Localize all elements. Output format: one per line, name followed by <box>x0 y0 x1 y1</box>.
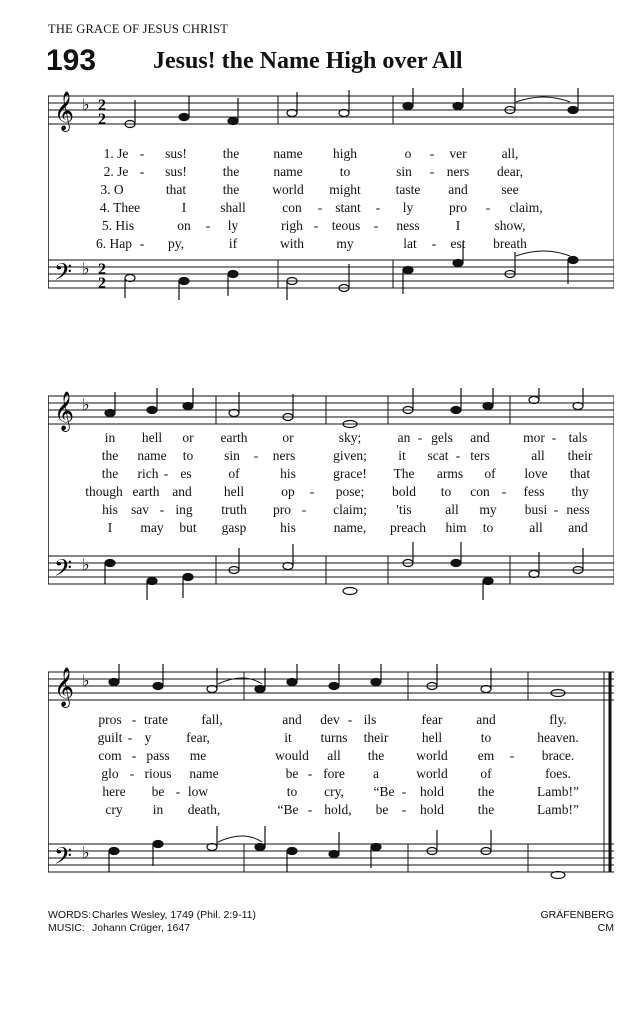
syllable: given; <box>333 448 367 463</box>
syllable: py, <box>168 236 184 251</box>
syllable: pros <box>98 712 122 727</box>
syllable: preach <box>390 520 426 535</box>
tune-info <box>540 909 614 935</box>
syllable: “Be <box>373 784 395 799</box>
syllable: - <box>429 146 435 161</box>
syllable: an <box>397 430 411 445</box>
syllable: fly. <box>549 712 567 727</box>
syllable: - <box>551 430 557 445</box>
syllable: cry <box>105 802 123 817</box>
syllable: to <box>482 520 494 535</box>
lyric-line-verse-3 <box>48 748 614 764</box>
syllable: ly <box>402 200 414 215</box>
syllable: - <box>509 748 515 763</box>
syllable: sin <box>396 164 412 179</box>
syllable: or <box>182 430 194 445</box>
syllable: ners <box>272 448 296 463</box>
svg-text:♭: ♭ <box>82 395 90 414</box>
syllable: sus! <box>165 146 187 161</box>
syllable: lat <box>403 236 417 251</box>
syllable: - <box>417 430 423 445</box>
syllable: the <box>477 784 495 799</box>
syllable: name, <box>333 520 367 535</box>
syllable: stant <box>335 200 361 215</box>
words-credit <box>48 909 256 922</box>
syllable: foes. <box>545 766 571 781</box>
syllable: rious <box>144 766 172 781</box>
syllable: world <box>416 766 448 781</box>
syllable: es <box>180 466 192 481</box>
syllable: 3. O <box>100 182 124 197</box>
syllable: pose; <box>335 484 365 499</box>
syllable: of <box>484 466 496 481</box>
syllable: ness <box>396 218 420 233</box>
syllable: thy <box>571 484 589 499</box>
music-system-1 <box>48 88 614 308</box>
syllable: his <box>102 502 118 517</box>
syllable: name <box>273 164 303 179</box>
syllable: to <box>339 164 351 179</box>
syllable: ners <box>446 164 470 179</box>
lyric-line-verse-6 <box>48 520 614 536</box>
syllable: to <box>182 448 194 463</box>
syllable: glo <box>101 766 119 781</box>
music-system-3 <box>48 664 614 884</box>
syllable: show, <box>494 218 526 233</box>
syllable: sav <box>131 502 149 517</box>
syllable: the <box>367 748 385 763</box>
syllable: - <box>307 802 313 817</box>
syllable: sin <box>224 448 240 463</box>
syllable: my <box>336 236 354 251</box>
syllable: but <box>179 520 197 535</box>
syllable: - <box>401 784 407 799</box>
syllable: in <box>104 430 116 445</box>
syllable: and <box>282 712 302 727</box>
syllable: dear, <box>496 164 524 179</box>
tune-name: GRÄFENBERG <box>540 909 614 921</box>
syllable: - <box>131 748 137 763</box>
syllable: though <box>85 484 123 499</box>
syllable: tals <box>568 430 588 445</box>
syllable: the <box>101 448 119 463</box>
syllable: high <box>332 146 358 161</box>
syllable: - <box>373 218 379 233</box>
lyric-line-verse-4 <box>48 200 614 216</box>
syllable: ly <box>227 218 239 233</box>
syllable: earth <box>132 484 160 499</box>
syllable: death, <box>187 802 221 817</box>
syllable: - <box>455 448 461 463</box>
svg-text:𝄞: 𝄞 <box>54 667 75 707</box>
lyric-line-verse-5 <box>48 784 614 800</box>
syllable: be <box>375 802 389 817</box>
syllable: low <box>187 784 209 799</box>
syllable: and <box>172 484 192 499</box>
svg-text:𝄞: 𝄞 <box>54 91 75 131</box>
svg-text:𝄢: 𝄢 <box>54 554 73 587</box>
syllable: ing <box>175 502 193 517</box>
syllable: - <box>139 164 145 179</box>
syllable: the <box>222 182 240 197</box>
syllable: me <box>189 748 207 763</box>
syllable: hold <box>419 784 445 799</box>
syllable: - <box>501 484 507 499</box>
lyric-line-verse-5 <box>48 218 614 234</box>
syllable: - <box>309 484 315 499</box>
syllable: - <box>253 448 259 463</box>
syllable: hold <box>419 802 445 817</box>
syllable: it <box>398 448 406 463</box>
syllable: see <box>501 182 519 197</box>
syllable: I <box>107 520 113 535</box>
lyric-line-verse-2 <box>48 448 614 464</box>
syllable: sus! <box>165 164 187 179</box>
syllable: here <box>102 784 126 799</box>
lyric-line-verse-3 <box>48 466 614 482</box>
syllable: all, <box>501 146 519 161</box>
lyric-line-verse-1 <box>48 430 614 446</box>
syllable: 5. His <box>101 218 135 233</box>
lyric-line-verse-3 <box>48 182 614 198</box>
syllable: righ <box>281 218 303 233</box>
words-label: WORDS: <box>48 909 92 921</box>
svg-text:2: 2 <box>98 275 106 292</box>
syllable: gasp <box>221 520 247 535</box>
svg-text:♭: ♭ <box>82 671 90 690</box>
syllable: brace. <box>541 748 575 763</box>
syllable: 2. Je <box>103 164 129 179</box>
syllable: - <box>401 802 407 817</box>
syllable: “Be <box>277 802 299 817</box>
syllable: to <box>286 784 298 799</box>
syllable: their <box>363 730 389 745</box>
syllable: - <box>485 200 491 215</box>
lyric-line-verse-6 <box>48 236 614 252</box>
syllable: - <box>301 502 307 517</box>
syllable: my <box>479 502 497 517</box>
syllable: fess <box>523 484 545 499</box>
syllable: 1. Je <box>103 146 129 161</box>
syllable: Lamb!” <box>537 784 579 799</box>
lyric-line-verse-6 <box>48 802 614 818</box>
syllable: est <box>450 236 466 251</box>
syllable: em <box>477 748 495 763</box>
syllable: - <box>139 236 145 251</box>
lyric-line-verse-4 <box>48 484 614 500</box>
music-credit <box>48 922 256 935</box>
syllable: their <box>567 448 593 463</box>
syllable: heaven. <box>537 730 579 745</box>
syllable: or <box>282 430 294 445</box>
syllable: - <box>175 784 181 799</box>
syllable: be <box>151 784 165 799</box>
lyric-line-verse-5 <box>48 502 614 518</box>
hymn-title: Jesus! the Name High over All <box>153 48 463 74</box>
syllable: truth <box>221 502 247 517</box>
syllable: name <box>273 146 303 161</box>
syllable: pass <box>146 748 170 763</box>
syllable: sky; <box>338 430 362 445</box>
tune-meter: CM <box>597 922 614 934</box>
syllable: be <box>285 766 299 781</box>
music-label: MUSIC: <box>48 922 85 934</box>
syllable: world <box>272 182 304 197</box>
syllable: - <box>131 712 137 727</box>
syllable: scat <box>427 448 449 463</box>
syllable: - <box>129 766 135 781</box>
syllable: to <box>440 484 452 499</box>
svg-text:𝄢: 𝄢 <box>54 842 73 875</box>
syllable: I <box>181 200 187 215</box>
svg-text:𝄢: 𝄢 <box>54 258 73 291</box>
svg-text:2: 2 <box>98 261 106 278</box>
syllable: fear <box>421 712 443 727</box>
syllable: and <box>568 520 588 535</box>
syllable: mor <box>523 430 545 445</box>
music-composer: Johann Crüger, 1647 <box>92 922 191 934</box>
syllable: com <box>98 748 122 763</box>
syllable: dev <box>320 712 340 727</box>
syllable: the <box>222 164 240 179</box>
syllable: - <box>205 218 211 233</box>
syllable: the <box>101 466 119 481</box>
lyric-line-verse-1 <box>48 146 614 162</box>
section-title: THE GRACE OF JESUS CHRIST <box>48 22 229 36</box>
svg-text:𝄞: 𝄞 <box>54 391 75 431</box>
syllable: gels <box>431 430 453 445</box>
syllable: trate <box>144 712 168 727</box>
syllable: - <box>127 730 133 745</box>
syllable: all <box>531 448 545 463</box>
syllable: - <box>139 146 145 161</box>
syllable: in <box>152 802 164 817</box>
syllable: - <box>375 200 381 215</box>
syllable: bold <box>391 484 417 499</box>
syllable: hell <box>421 730 443 745</box>
syllable: breath <box>493 236 527 251</box>
syllable: ness <box>566 502 590 517</box>
svg-text:♭: ♭ <box>82 555 90 574</box>
svg-text:♭: ♭ <box>82 259 90 278</box>
syllable: y <box>144 730 152 745</box>
syllable: claim, <box>509 200 543 215</box>
syllable: with <box>279 236 305 251</box>
staff-notation-1 <box>48 88 614 308</box>
syllable: and <box>448 182 468 197</box>
svg-text:♭: ♭ <box>82 95 90 114</box>
syllable: arms <box>436 466 464 481</box>
syllable: - <box>429 164 435 179</box>
syllable: name <box>189 766 219 781</box>
syllable: 'tis <box>396 502 412 517</box>
lyric-line-verse-2 <box>48 730 614 746</box>
syllable: all <box>529 520 543 535</box>
syllable: on <box>177 218 191 233</box>
syllable: con <box>470 484 490 499</box>
syllable: all <box>327 748 341 763</box>
syllable: 6. Hap <box>96 236 132 251</box>
syllable: pro <box>273 502 291 517</box>
syllable: - <box>307 766 313 781</box>
syllable: him <box>445 520 467 535</box>
syllable: - <box>553 502 559 517</box>
syllable: ver <box>449 146 467 161</box>
syllable: pro <box>449 200 467 215</box>
syllable: turns <box>320 730 348 745</box>
syllable: ters <box>470 448 490 463</box>
syllable: might <box>329 182 361 197</box>
words-author: Charles Wesley, 1749 (Phil. 2:9-11) <box>92 909 256 921</box>
syllable: busi <box>524 502 548 517</box>
syllable: hell <box>141 430 163 445</box>
syllable: fore <box>323 766 345 781</box>
syllable: would <box>275 748 309 763</box>
syllable: - <box>317 200 323 215</box>
syllable: hell <box>223 484 245 499</box>
syllable: if <box>228 236 238 251</box>
syllable: a <box>373 766 379 781</box>
syllable: to <box>480 730 492 745</box>
syllable: shall <box>220 200 246 215</box>
syllable: op <box>281 484 295 499</box>
syllable: the <box>477 802 495 817</box>
syllable: and <box>470 430 490 445</box>
syllable: name <box>137 448 167 463</box>
svg-text:♭: ♭ <box>82 843 90 862</box>
syllable: taste <box>395 182 421 197</box>
syllable: con <box>282 200 302 215</box>
syllable: The <box>393 466 415 481</box>
syllable: his <box>280 520 296 535</box>
syllable: - <box>163 466 169 481</box>
syllable: guilt <box>97 730 123 745</box>
syllable: world <box>416 748 448 763</box>
syllable: and <box>476 712 496 727</box>
svg-text:2: 2 <box>98 97 106 114</box>
svg-text:2: 2 <box>98 111 106 128</box>
syllable: - <box>347 712 353 727</box>
syllable: teous <box>331 218 361 233</box>
syllable: love <box>524 466 548 481</box>
syllable: Lamb!” <box>537 802 579 817</box>
syllable: that <box>165 182 187 197</box>
lyric-line-verse-1 <box>48 712 614 728</box>
syllable: cry, <box>324 784 344 799</box>
syllable: - <box>159 502 165 517</box>
syllable: grace! <box>333 466 367 481</box>
syllable: claim; <box>333 502 367 517</box>
syllable: hold, <box>324 802 352 817</box>
lyric-line-verse-2 <box>48 164 614 180</box>
syllable: it <box>284 730 292 745</box>
syllable: of <box>480 766 492 781</box>
music-system-2 <box>48 388 614 608</box>
syllable: - <box>313 218 319 233</box>
syllable: the <box>222 146 240 161</box>
syllable: - <box>431 236 437 251</box>
syllable: that <box>569 466 591 481</box>
syllable: ils <box>363 712 377 727</box>
lyric-line-verse-4 <box>48 766 614 782</box>
syllable: fall, <box>201 712 223 727</box>
syllable: o <box>404 146 412 161</box>
syllable: of <box>228 466 240 481</box>
syllable: fear, <box>186 730 210 745</box>
syllable: 4. Thee <box>99 200 141 215</box>
syllable: may <box>140 520 164 535</box>
hymn-number: 193 <box>46 44 97 77</box>
syllable: his <box>280 466 296 481</box>
syllable: rich <box>137 466 159 481</box>
syllable: earth <box>220 430 248 445</box>
syllable: all <box>445 502 459 517</box>
credits <box>48 909 256 935</box>
syllable: I <box>455 218 461 233</box>
